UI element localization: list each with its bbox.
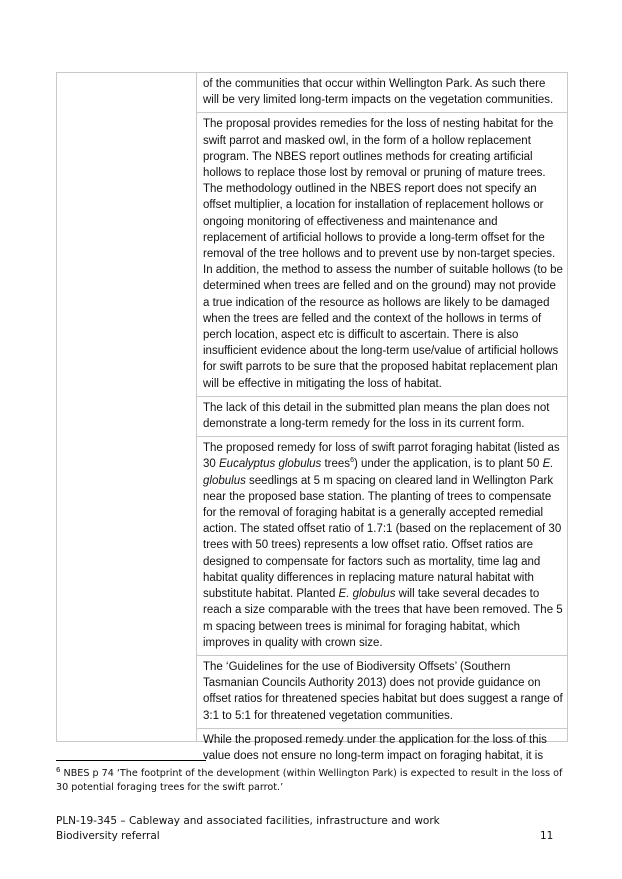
paragraph-vegetation-impacts: of the communities that occur within Wellington Park. As such there will be very limited long-term impacts on the vegetation communities.: [197, 73, 567, 113]
footer-title: PLN-19-345 – Cableway and associated facilities, infrastructure and work: [56, 815, 440, 827]
footer-subtitle: Biodiversity referral: [56, 830, 160, 842]
footnote-number: 6: [56, 765, 61, 774]
footnote-reference: 6: [350, 457, 354, 465]
content-table: [56, 72, 568, 762]
paragraph-nesting-habitat: The proposal provides remedies for the loss of nesting habitat for the swift parrot and masked owl, in the form of a hollow replacement program. The NBES report outlines methods for creating artificial hollows to replace those lost by removal or pruning of mature trees. The methodology outlined in the NBES report does not specify an offset multiplier, a location for installation of replacement hollows or ongoing monitoring of effectiveness and maintenance and replacement of artificial hollows to provide a long-term offset for the removal of the tree hollows and to prevent use by non-target species. In addition, the method to assess the number of suitable hollows (to be determined when trees are felled and on the ground) may not provide a true indication of the resource as hollows are likely to be damaged when the trees are felled and the context of the hollows in terms of perch location, aspect etc is difficult to ascertain. There is also insufficient evidence about the long-term use/value of artificial hollows for swift parrots to be sure that the proposed habitat replacement plan will be effective in mitigating the loss of habitat.: [197, 113, 567, 396]
footnote-divider: [56, 760, 206, 761]
footnote: [56, 767, 576, 795]
table-right-column: [197, 73, 567, 762]
table-left-column: [57, 73, 197, 741]
page-number: 11: [540, 830, 554, 842]
paragraph-lack-of-detail: The lack of this detail in the submitted plan means the plan does not demonstrate a long-term remedy for the loss in its current form.: [197, 397, 567, 437]
paragraph-foraging-habitat: The proposed remedy for loss of swift parrot foraging habitat (listed as 30 Eucalyptus globulus trees$^6$) under the application, is to plant 50 E. globulus seedlings at 5 m spacing on cleared land in Wellington Park near the proposed base station. The planting of trees to compensate for the removal of foraging habitat is a generally accepted remedial action. The stated offset ratio of 1.7:1 (based on the replacement of 30 trees with 50 trees) represents a low offset ratio. Offset ratios are designed to compensate for factors such as mortality, time lag and habitat quality differences in replacing mature natural habitat with substitute habitat. Planted E. globulus will take several decades to reach a size comparable with the trees that have been removed. The 5 m spacing between trees is minimal for foraging habitat, which improves in quality with crown size.: [197, 437, 567, 656]
paragraph-proposed-remedy: While the proposed remedy under the application for the loss of this value does not ensure no long-term impact on foraging habitat, it is: [203, 733, 547, 762]
paragraph-offset-guidelines: The ‘Guidelines for the use of Biodiversity Offsets’ (Southern Tasmanian Councils Authority 2013) does not provide guidance on offset ratios for threatened species habitat but does suggest a range of 3:1 to 5:1 for threatened vegetation communities.: [197, 656, 567, 729]
page-footer: [56, 814, 556, 844]
footnote-text: NBES p 74 ‘The footprint of the development (within Wellington Park) is expected to result in the loss of 30 potential foraging trees for the swift parrot.’: [56, 768, 563, 793]
